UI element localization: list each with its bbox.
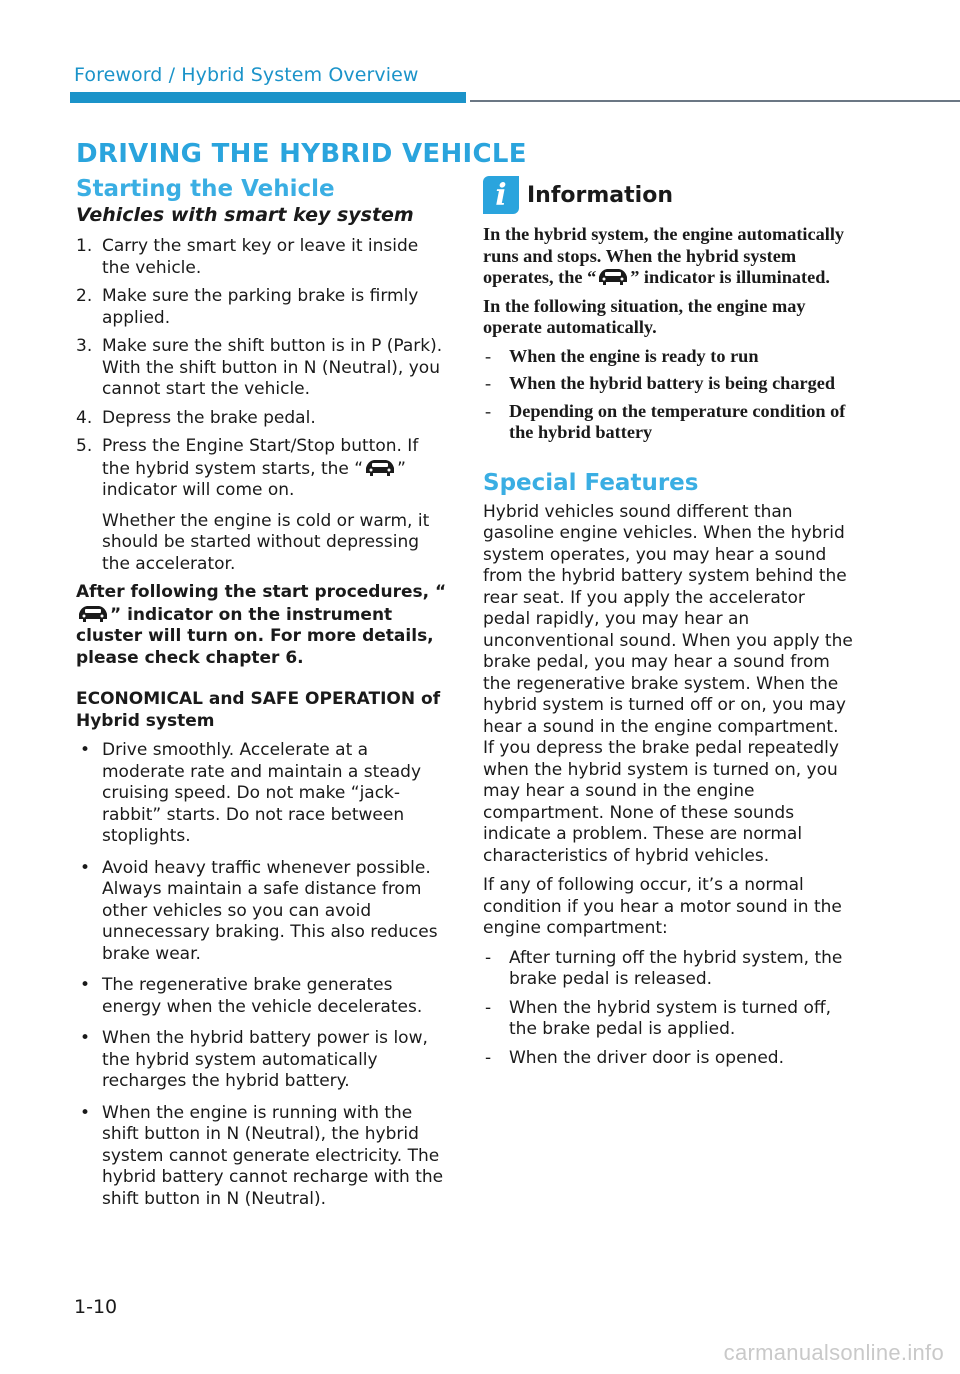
list-item: • The regenerative brake generates energy when the vehicle decelerates. (76, 975, 448, 1018)
list-item: - When the engine is ready to run (483, 346, 853, 368)
hybrid-car-indicator-icon (596, 267, 630, 287)
list-item: • When the hybrid battery power is low, the hybrid system automatically recharges the hybrid battery. (76, 1028, 448, 1093)
information-label: Information (527, 182, 673, 208)
step-number: 3. (76, 336, 93, 356)
special-features-section (483, 470, 853, 1070)
list-item: - Depending on the temperature condition of the hybrid battery (483, 401, 853, 444)
list-item: - When the hybrid system is turned off, the brake pedal is applied. (483, 998, 853, 1041)
information-header (483, 176, 853, 214)
breadcrumb: Foreword / Hybrid System Overview (74, 64, 419, 86)
hybrid-car-indicator-icon (363, 458, 397, 478)
right-column (483, 176, 853, 1076)
page-number: 1-10 (74, 1296, 118, 1318)
hybrid-car-indicator-icon (76, 604, 110, 624)
step-number: 1. (76, 236, 93, 256)
step-number: 2. (76, 286, 93, 306)
list-item: - After turning off the hybrid system, the brake pedal is released. (483, 948, 853, 991)
list-item: - When the driver door is opened. (483, 1048, 853, 1070)
step-number: 4. (76, 407, 93, 428)
list-item: • When the engine is running with the shift button in N (Neutral), the hybrid system cannot generate electricity. The hybrid battery cannot recharge with the shift button in N (Neutral). (76, 1103, 448, 1211)
information-list (483, 346, 853, 444)
step-extra-text: Whether the engine is cold or warm, it should be started without depressing the accelerator. (102, 510, 430, 574)
special-features-paragraph: Hybrid vehicles sound different than gasoline engine vehicles. When the hybrid system operates, you may hear a sound from the hybrid battery system behind the rear seat. If you apply the accelerator pedal rapidly, you may hear an unconventional sound. When you apply the brake pedal, you may hear a sound from the regenerative brake system. When the hybrid system is turned off or on, you may hear a sound in the engine compartment. If you depress the brake pedal repeatedly when the hybrid system is turned on, you may hear a sound in the engine compartment. None of these sounds indicate a problem. These are normal characteristics of hybrid vehicles. (483, 501, 853, 866)
note-text-part: ” indicator on the instrument cluster will turn on. For more details, please check chapter 6. (76, 604, 434, 668)
info-text-part: ” indicator is illuminated. (630, 267, 830, 287)
economical-bullets (76, 740, 448, 1210)
smart-key-subtitle: Vehicles with smart key system (76, 204, 414, 226)
step-text-part: ” indicator will come on. (102, 458, 406, 500)
step-number: 5. (76, 436, 93, 456)
information-body (483, 224, 853, 444)
special-features-list (483, 948, 853, 1070)
economical-title: ECONOMICAL and SAFE OPERATION of Hybrid system (76, 689, 441, 731)
information-paragraph (483, 224, 853, 289)
step-text: Make sure the shift button is in P (Park). With the shift button in N (Neutral), you cannot start the vehicle. (102, 336, 443, 399)
list-item: • Drive smoothly. Accelerate at a moderate rate and maintain a steady cruising speed. Do not make “jack-rabbit” starts. Do not race between stoplights. (76, 740, 448, 848)
section-title: DRIVING THE HYBRID VEHICLE (76, 139, 527, 169)
step-text: Make sure the parking brake is firmly applied. (102, 286, 419, 328)
watermark: carmanualsonline.info (723, 1340, 944, 1365)
special-features-title: Special Features (483, 469, 699, 496)
header-rule-accent (70, 92, 466, 103)
step-text-part: Press the Engine Start/Stop button. If the hybrid system starts, the “ (102, 436, 419, 479)
header-rule-gray (470, 100, 960, 102)
starting-title: Starting the Vehicle (76, 176, 335, 202)
step-text: Depress the brake pedal. (102, 407, 316, 428)
list-item (76, 236, 448, 279)
list-item: • Avoid heavy traffic whenever possible. Always maintain a safe distance from other vehicles so you can avoid unnecessary braking. This also reduces brake wear. (76, 858, 448, 966)
list-item (76, 336, 448, 401)
start-steps-list (76, 236, 448, 575)
list-item (76, 436, 448, 575)
special-features-paragraph: If any of following occur, it’s a normal condition if you hear a motor sound in the engine compartment: (483, 875, 842, 938)
list-item (76, 286, 448, 329)
after-start-note (76, 582, 448, 669)
list-item (76, 408, 448, 430)
step-text: Carry the smart key or leave it inside the vehicle. (102, 236, 419, 278)
step-text (102, 436, 448, 502)
left-column (76, 176, 448, 1220)
information-paragraph: In the following situation, the engine may operate automatically. (483, 295, 806, 337)
list-item: - When the hybrid battery is being charged (483, 373, 853, 395)
info-icon: i (483, 176, 519, 214)
note-text-part: After following the start procedures, “ (76, 582, 447, 602)
info-text-part: In the hybrid system, the engine automatically runs and stops. When the hybrid system operates, the “ (483, 224, 845, 287)
